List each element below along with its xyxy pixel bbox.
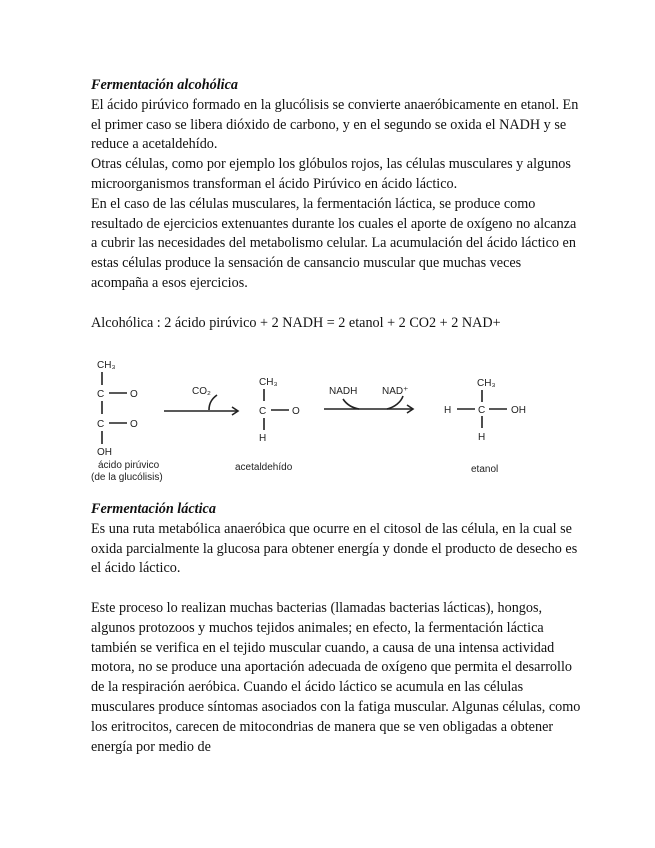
section-lactic-fermentation	[91, 500, 581, 757]
heading-lactic: Fermentación láctica	[91, 501, 216, 517]
acetaldehyde-oxygen: O	[292, 406, 300, 417]
paragraph-3: En el caso de las células musculares, la fermentación láctica, se produce como resultado de ejercicios extenuantes durante los cuales el aporte de oxígeno no alcanza a cubrir las necesidades del metabolismo celular. La acumulación del ácido láctico en estas células produce la sensación de cansancio muscular que muchas veces acompaña a esos ejercicios.	[91, 195, 577, 291]
acetaldehyde-label: acetaldehído	[235, 462, 293, 473]
paragraph-1: El ácido pirúvico formado en la glucólisis se convierte anaeróbicamente en etanol. En el primer caso se libera dióxido de carbono, y en el segundo se oxida el NADH y se reduce a acetaldehído.	[91, 96, 579, 153]
nad-plus-label: NAD⁺	[382, 386, 409, 397]
section-alcoholic-fermentation	[91, 76, 581, 333]
pyruvic-label: ácido pirúvico	[98, 460, 160, 471]
pyruvic-ch3: CH₃	[97, 360, 116, 371]
paragraph-2: Otras células, como por ejemplo los glóbulos rojos, las células musculares y algunos microorganismos transforman el ácido Pirúvico en ácido láctico.	[91, 156, 571, 192]
reaction-diagram-svg	[91, 352, 551, 487]
ethanol-label: etanol	[471, 464, 499, 475]
ethanol-h-left: H	[444, 405, 452, 416]
nadh-label: NADH	[329, 386, 358, 397]
pyruvic-oxygen-1: O	[130, 389, 138, 400]
heading-alcoholic: Fermentación alcohólica	[91, 77, 238, 93]
co2-label: CO₂	[192, 386, 211, 397]
reaction-diagram	[91, 352, 551, 487]
pyruvic-carbon-2: C	[97, 419, 105, 430]
ethanol-h-bottom: H	[478, 432, 486, 443]
paragraph-lactic-2: Este proceso lo realizan muchas bacterias (llamadas bacterias lácticas), hongos, algunos protozoos y muchos tejidos animales; en efecto, la fermentación láctica también se verifica en el tejido muscular cuando, a causa de una intensa actividad motora, no se produce una aportación adecuada de oxígeno que permita el desarrollo de la respiración aeróbica. Cuando el ácido láctico se acumula en las células musculares produce síntomas asociados con la fatiga muscular. Algunas células, como los eritrocitos, carecen de mitocondrias de manera que se ven obligadas a obtener energía por medio de	[91, 599, 581, 755]
paragraph-lactic-1: Es una ruta metabólica anaeróbica que ocurre en el citosol de las célula, en la cual se oxida parcialmente la glucosa para obtener energía y donde el producto de desecho es el ácido láctico.	[91, 520, 578, 577]
pyruvic-oh: OH	[97, 447, 112, 458]
pyruvic-oxygen-2: O	[130, 419, 138, 430]
acetaldehyde-ch3: CH₃	[259, 377, 278, 388]
ethanol-carbon: C	[478, 405, 486, 416]
acetaldehyde-hydrogen: H	[259, 433, 267, 444]
ethanol-oh: OH	[511, 405, 526, 416]
acetaldehyde-carbon: C	[259, 406, 267, 417]
ethanol-ch3: CH₃	[477, 378, 496, 389]
pyruvic-label-source: (de la glucólisis)	[91, 472, 163, 483]
pyruvic-carbon-1: C	[97, 389, 105, 400]
equation-alcoholic: Alcohólica : 2 ácido pirúvico + 2 NADH = 2 etanol + 2 CO2 + 2 NAD+	[91, 314, 501, 331]
